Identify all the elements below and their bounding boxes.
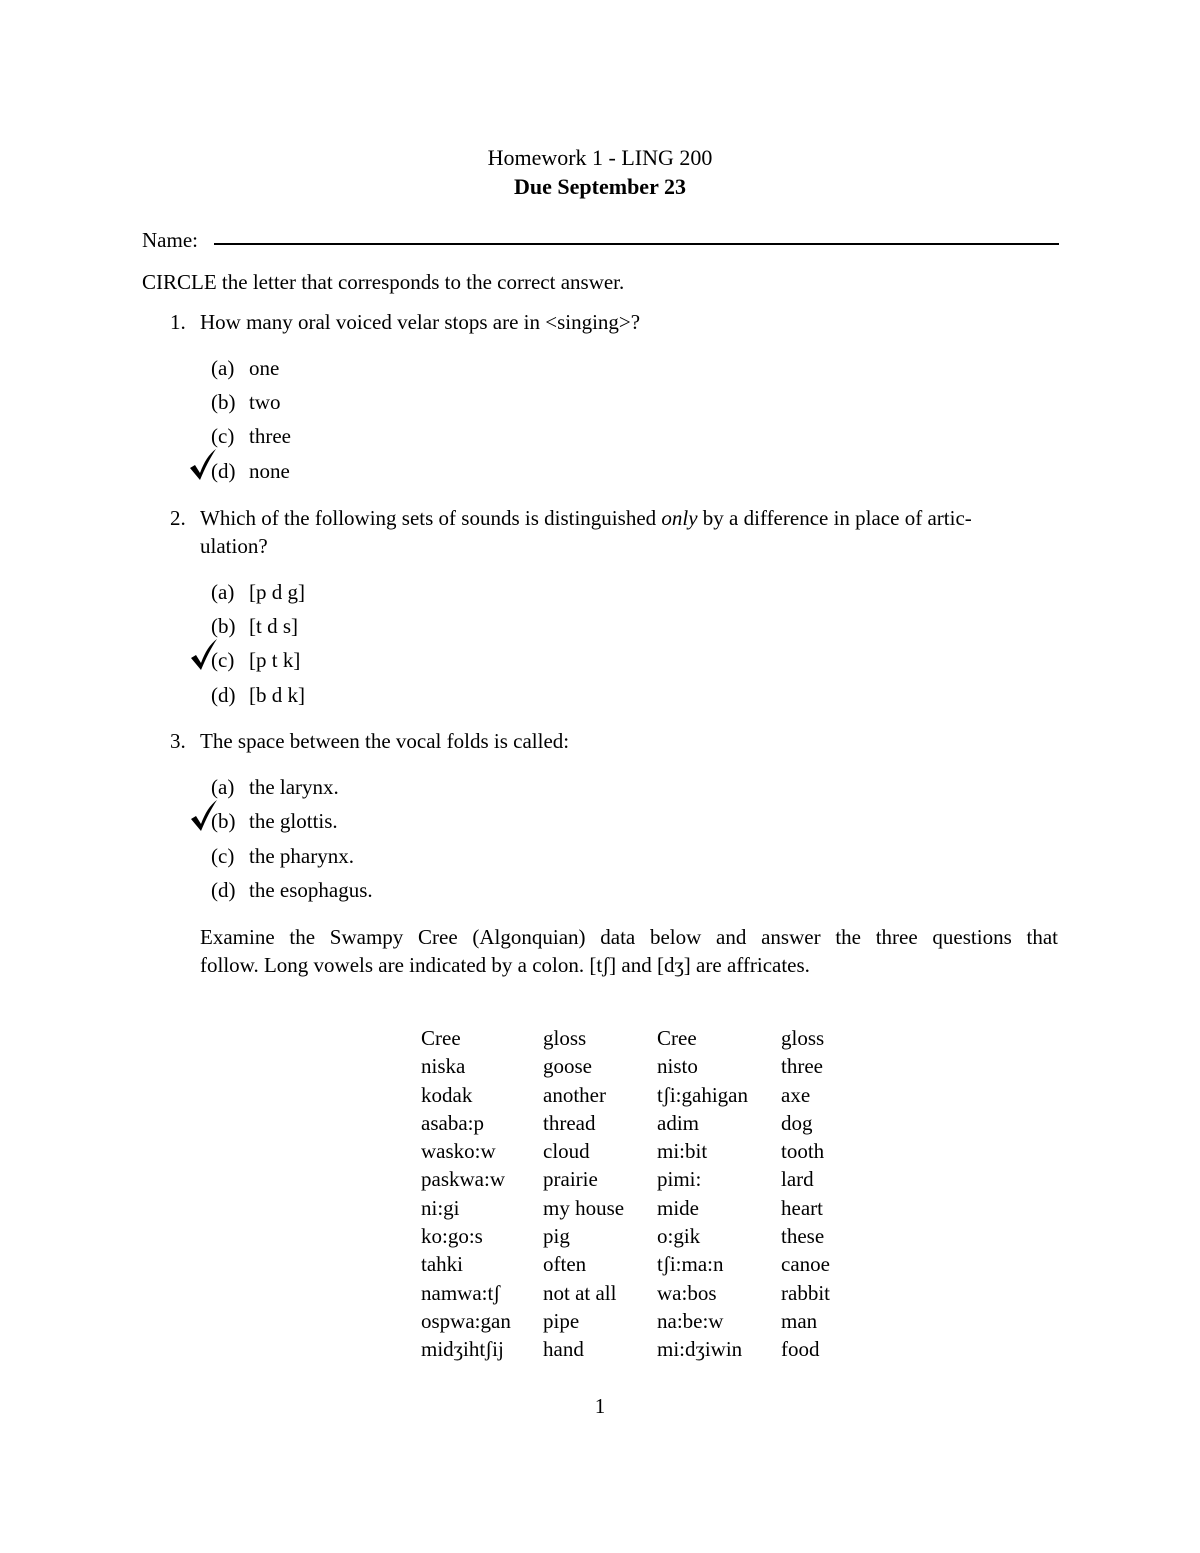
question-2-text-continued: ulation? (200, 534, 268, 558)
table-cell: tooth (781, 1139, 825, 1164)
question-1-text: How many oral voiced velar stops are in <singing>? (200, 310, 641, 334)
table-cell: lard (781, 1167, 814, 1192)
table-cell: adim (657, 1110, 699, 1135)
table-cell: heart (781, 1195, 823, 1220)
table-header-cell: Cree (657, 1026, 697, 1050)
page-number: 1 (594, 1394, 606, 1418)
table-row (421, 1222, 861, 1250)
table-row (421, 1335, 861, 1363)
checkmark-icon (188, 449, 218, 481)
table-header-cell: gloss (781, 1026, 825, 1050)
table-row (421, 1250, 861, 1278)
table-header-cell: Cree (421, 1026, 461, 1050)
table-cell: tʃi:gahigan (657, 1082, 748, 1107)
table-header-row (421, 1024, 861, 1052)
question-3-number: 3. (170, 729, 186, 753)
table-row (421, 1052, 861, 1080)
question-2-number: 2. (170, 506, 186, 530)
table-cell: asaba:p (421, 1110, 484, 1135)
table-cell: midʒihtʃij (421, 1337, 504, 1362)
q2-option-d[interactable]: (d) [b d k] (211, 683, 305, 707)
q3-option-b[interactable]: (b) the glottis. (211, 809, 338, 833)
q1-option-a[interactable]: (a) one (211, 356, 280, 380)
cree-data-table (421, 1024, 861, 1364)
table-cell: three (781, 1054, 823, 1079)
q3-option-c[interactable]: (c) the pharynx. (211, 844, 354, 868)
table-row (421, 1081, 861, 1109)
q2-option-a[interactable]: (a) [p d g] (211, 580, 305, 604)
page-title: Homework 1 - LING 200 (487, 145, 713, 170)
q2-option-c[interactable]: (c) [p t k] (211, 648, 301, 672)
table-row (421, 1137, 861, 1165)
table-cell: hand (543, 1337, 584, 1362)
table-cell: tʃi:ma:n (657, 1252, 724, 1277)
instruction-text: CIRCLE the letter that corresponds to the correct answer. (142, 270, 625, 294)
q1-option-d[interactable]: (d) none (211, 459, 290, 483)
table-cell: ko:go:s (421, 1224, 483, 1249)
table-cell: cloud (543, 1139, 590, 1164)
table-cell: food (781, 1337, 820, 1362)
table-cell: ospwa:gan (421, 1308, 511, 1333)
name-label: Name: (142, 228, 198, 252)
table-cell: often (543, 1252, 587, 1277)
table-cell: tahki (421, 1252, 463, 1277)
table-header-cell: gloss (543, 1026, 587, 1050)
checkmark-icon (189, 800, 219, 832)
table-cell: mi:bit (657, 1139, 708, 1164)
question-3-text: The space between the vocal folds is called: (200, 729, 570, 753)
table-cell: pimi: (657, 1167, 702, 1192)
table-cell: niska (421, 1054, 466, 1079)
table-row (421, 1307, 861, 1335)
table-cell: paskwa:w (421, 1167, 505, 1192)
question-2-text: Which of the following sets of sounds is distinguished only by a difference in place of artic- (200, 506, 972, 530)
checkmark-icon (189, 639, 219, 671)
table-cell: wa:bos (657, 1280, 717, 1305)
table-cell: thread (543, 1110, 596, 1135)
table-row (421, 1109, 861, 1137)
table-cell: namwa:tʃ (421, 1280, 501, 1305)
table-cell: man (781, 1308, 818, 1333)
table-cell: na:be:w (657, 1308, 724, 1333)
q1-option-c[interactable]: (c) three (211, 424, 291, 448)
table-cell: goose (543, 1054, 592, 1079)
q2-option-b[interactable]: (b) [t d s] (211, 614, 298, 638)
cree-intro-line-2: follow. Long vowels are indicated by a colon. [tʃ] and [dʒ] are affricates. (200, 953, 810, 977)
table-row (421, 1279, 861, 1307)
due-date: Due September 23 (514, 174, 686, 199)
q3-option-a[interactable]: (a) the larynx. (211, 775, 339, 799)
table-cell: kodak (421, 1082, 473, 1107)
table-cell: pipe (543, 1308, 580, 1333)
table-cell: dog (781, 1110, 813, 1135)
q1-option-b[interactable]: (b) two (211, 390, 281, 414)
table-cell: mi:dʒiwin (657, 1337, 743, 1362)
table-cell: another (543, 1082, 606, 1107)
table-row (421, 1165, 861, 1193)
cree-intro-line-1: Examine the Swampy Cree (Algonquian) data below and answer the three questions that (200, 925, 1058, 949)
table-cell: nisto (657, 1054, 698, 1079)
table-cell: these (781, 1224, 825, 1249)
table-cell: mide (657, 1195, 699, 1220)
q3-option-d[interactable]: (d) the esophagus. (211, 878, 373, 902)
table-cell: o:gik (657, 1224, 701, 1249)
table-row (421, 1194, 861, 1222)
table-cell: pig (543, 1224, 570, 1249)
table-cell: prairie (543, 1167, 598, 1192)
name-blank-line[interactable] (214, 243, 1059, 245)
question-1-number: 1. (170, 310, 186, 334)
table-cell: not at all (543, 1280, 617, 1305)
table-cell: wasko:w (421, 1139, 496, 1164)
table-cell: canoe (781, 1252, 830, 1277)
table-cell: axe (781, 1082, 811, 1107)
table-cell: my house (543, 1195, 625, 1220)
table-cell: ni:gi (421, 1195, 460, 1220)
table-cell: rabbit (781, 1280, 830, 1305)
